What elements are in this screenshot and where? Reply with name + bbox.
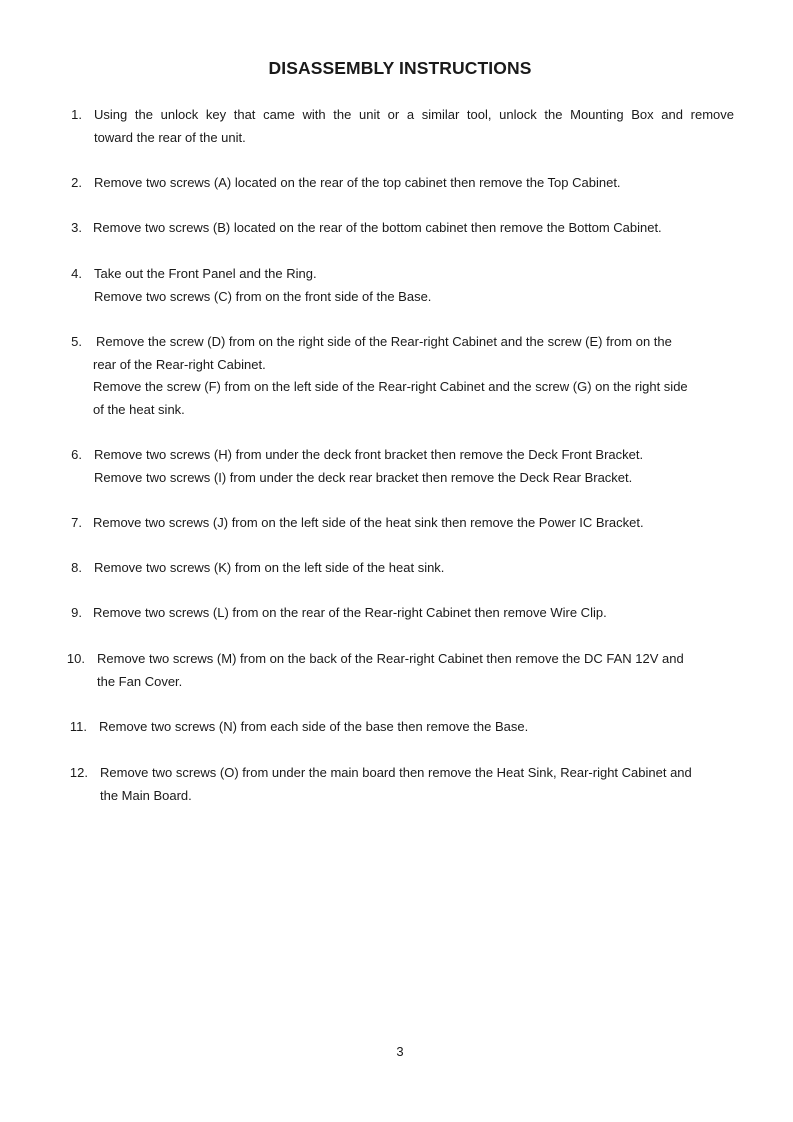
step-text-line: Remove two screws (H) from under the deck front bracket then remove the Deck Front Bracket. (94, 447, 644, 462)
step-text-line: rear of the Rear-right Cabinet. (93, 356, 266, 372)
step-text-line: Remove two screws (M) from on the back of the Rear-right Cabinet then remove the DC FAN 12V and (97, 651, 684, 666)
instruction-step-9 (71, 602, 733, 625)
step-number: 4. (71, 266, 82, 281)
page-number: 3 (396, 1044, 404, 1059)
step-number: 11. (69, 719, 87, 734)
step-number: 2. (71, 175, 82, 190)
step-number: 8. (71, 560, 82, 575)
step-text-line: Remove two screws (C) from on the front side of the Base. (94, 288, 432, 304)
step-text-line: Remove two screws (B) located on the rear of the bottom cabinet then remove the Bottom Cabinet. (93, 220, 662, 235)
step-text-line: Remove two screws (J) from on the left side of the heat sink then remove the Power IC Bracket. (93, 515, 644, 530)
instruction-step-12 (69, 762, 734, 807)
step-text-line: Take out the Front Panel and the Ring. (94, 266, 317, 281)
instruction-step-8 (71, 557, 734, 580)
step-text-line: the Main Board. (100, 787, 192, 803)
step-text-line: Remove two screws (O) from under the main board then remove the Heat Sink, Rear-right Cabinet and (100, 765, 692, 780)
step-text-line: Remove two screws (I) from under the deck rear bracket then remove the Deck Rear Bracket. (94, 469, 633, 485)
step-number: 9. (71, 605, 82, 620)
step-text-line: the Fan Cover. (97, 673, 183, 689)
step-number: 6. (71, 447, 82, 462)
instruction-step-6 (71, 444, 734, 489)
step-number: 1. (71, 107, 82, 122)
instruction-step-10 (66, 648, 734, 693)
page-title: DISASSEMBLY INSTRUCTIONS (268, 58, 532, 78)
step-text-line: Remove two screws (K) from on the left side of the heat sink. (94, 560, 445, 575)
step-text-line: Remove the screw (D) from on the right side of the Rear-right Cabinet and the screw (E) from on the (96, 334, 672, 349)
instruction-step-4 (71, 263, 734, 308)
step-number: 5. (71, 334, 82, 349)
instruction-step-2 (71, 172, 734, 195)
step-text-line: toward the rear of the unit. (94, 129, 246, 145)
step-number: 12. (69, 765, 88, 780)
step-text-line: Using the unlock key that came with the unit or a similar tool, unlock the Mounting Box and remove (94, 107, 734, 122)
instruction-step-7 (71, 512, 733, 535)
step-text-line: Remove two screws (N) from each side of the base then remove the Base. (99, 719, 529, 734)
step-number: 3. (71, 220, 82, 235)
instruction-step-3 (71, 217, 733, 240)
step-text-line: Remove two screws (L) from on the rear of the Rear-right Cabinet then remove Wire Clip. (93, 605, 607, 620)
step-text-line: Remove two screws (A) located on the rear of the top cabinet then remove the Top Cabinet. (94, 175, 621, 190)
step-number: 7. (71, 515, 82, 530)
instruction-step-5 (71, 331, 734, 421)
step-text-line: Remove the screw (F) from on the left side of the Rear-right Cabinet and the screw (G) on the right side (93, 379, 688, 394)
step-text-line: of the heat sink. (93, 401, 185, 417)
instruction-step-11 (69, 716, 734, 739)
instruction-step-1 (71, 104, 734, 149)
step-number: 10. (66, 651, 85, 666)
